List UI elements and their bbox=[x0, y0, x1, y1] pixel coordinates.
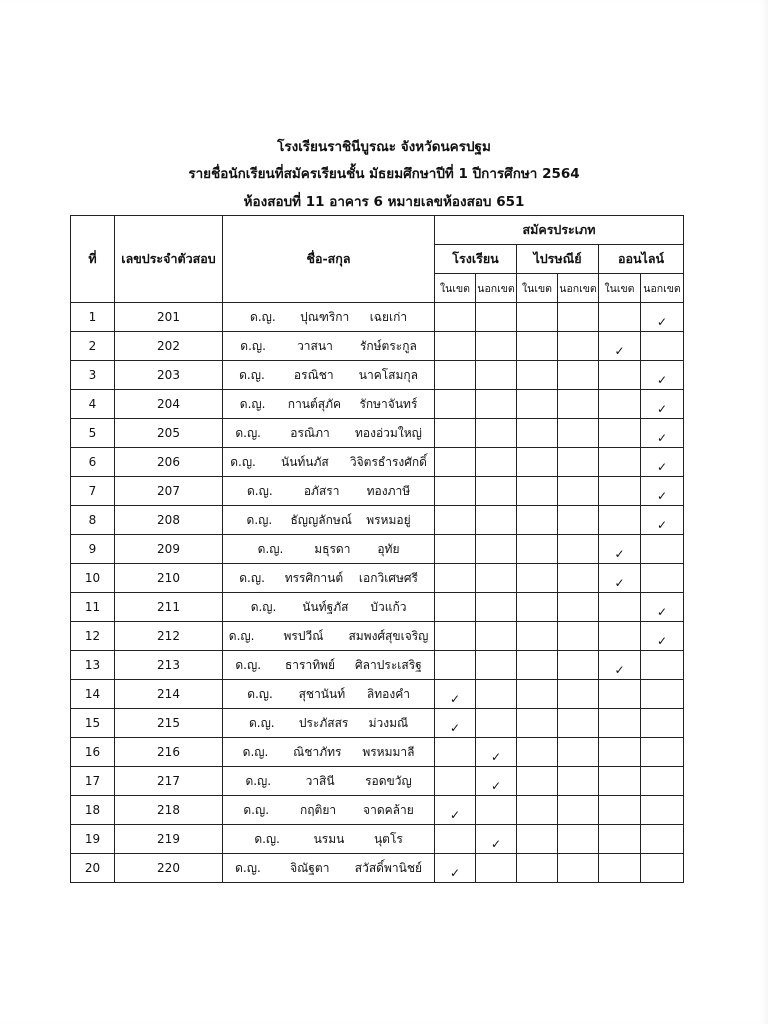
col-header-online-out: นอกเขต bbox=[641, 274, 684, 303]
last-name: รักษาจันทร์ bbox=[359, 396, 418, 411]
table-row bbox=[71, 622, 684, 651]
row-number: 8 bbox=[71, 506, 115, 535]
roster-body bbox=[71, 303, 684, 883]
type-cell bbox=[435, 825, 476, 854]
exam-room-info: ห้องสอบที่ 11 อาคาร 6 หมายเลขห้องสอบ 651 bbox=[243, 194, 525, 210]
student-name bbox=[223, 535, 435, 564]
last-name: วิจิตรธำรงศักดิ์ bbox=[349, 454, 427, 469]
type-cell bbox=[641, 535, 684, 564]
name-prefix: ด.ญ. bbox=[250, 599, 277, 614]
col-header-apply-type: สมัครประเภท bbox=[435, 216, 684, 245]
exam-id: 212 bbox=[115, 622, 223, 651]
type-cell bbox=[558, 477, 599, 506]
table-row bbox=[71, 593, 684, 622]
type-cell bbox=[558, 767, 599, 796]
row-number: 12 bbox=[71, 622, 115, 651]
type-cell bbox=[517, 854, 558, 883]
type-cell bbox=[599, 593, 641, 622]
table-row bbox=[71, 680, 684, 709]
check-mark-icon: ✓ bbox=[656, 518, 668, 532]
type-cell bbox=[599, 361, 641, 390]
name-prefix: ด.ญ. bbox=[235, 425, 261, 440]
first-name: ปุณฑริกา bbox=[300, 309, 350, 324]
last-name: พรหมอยู่ bbox=[366, 512, 411, 527]
type-cell bbox=[517, 680, 558, 709]
check-mark-icon: ✓ bbox=[656, 605, 668, 619]
type-cell bbox=[599, 680, 641, 709]
name-prefix: ด.ญ. bbox=[243, 802, 270, 817]
last-name: พรหมมาลี bbox=[362, 744, 415, 759]
type-cell bbox=[599, 477, 641, 506]
type-cell bbox=[641, 361, 684, 390]
type-cell bbox=[476, 477, 517, 506]
table-row bbox=[71, 854, 684, 883]
row-number: 5 bbox=[71, 419, 115, 448]
row-number: 2 bbox=[71, 332, 115, 361]
student-name bbox=[223, 825, 435, 854]
type-cell bbox=[517, 651, 558, 680]
type-cell bbox=[517, 361, 558, 390]
type-cell bbox=[435, 390, 476, 419]
type-cell bbox=[558, 593, 599, 622]
type-cell bbox=[641, 825, 684, 854]
table-row bbox=[71, 390, 684, 419]
name-prefix: ด.ญ. bbox=[239, 396, 266, 411]
last-name: ทองอ่วมใหญ่ bbox=[355, 425, 422, 440]
type-cell bbox=[641, 564, 684, 593]
type-cell bbox=[599, 796, 641, 825]
last-name: อุทัย bbox=[377, 541, 400, 556]
type-cell bbox=[558, 651, 599, 680]
type-cell bbox=[517, 796, 558, 825]
check-mark-icon: ✓ bbox=[656, 431, 668, 445]
type-cell bbox=[476, 593, 517, 622]
table-row bbox=[71, 477, 684, 506]
first-name: อรณิภา bbox=[290, 425, 330, 440]
row-number: 11 bbox=[71, 593, 115, 622]
type-cell bbox=[435, 448, 476, 477]
first-name: ธัญญลักษณ์ bbox=[290, 512, 352, 527]
exam-id: 220 bbox=[115, 854, 223, 883]
type-cell bbox=[641, 506, 684, 535]
type-cell bbox=[476, 564, 517, 593]
last-name: บัวแก้ว bbox=[370, 599, 407, 614]
student-name bbox=[223, 680, 435, 709]
name-prefix: ด.ญ. bbox=[247, 686, 273, 701]
table-row bbox=[71, 738, 684, 767]
col-header-name: ชื่อ-สกุล bbox=[223, 216, 435, 303]
type-cell bbox=[517, 506, 558, 535]
last-name: นุตโร bbox=[373, 831, 403, 846]
row-number: 20 bbox=[71, 854, 115, 883]
table-row bbox=[71, 767, 684, 796]
type-cell bbox=[599, 854, 641, 883]
last-name: เอกวิเศษศรี bbox=[358, 570, 418, 585]
row-number: 3 bbox=[71, 361, 115, 390]
type-cell bbox=[641, 303, 684, 332]
type-cell bbox=[517, 767, 558, 796]
type-cell bbox=[558, 564, 599, 593]
type-cell bbox=[435, 738, 476, 767]
type-cell bbox=[435, 303, 476, 332]
student-name bbox=[223, 651, 435, 680]
name-prefix: ด.ญ. bbox=[254, 831, 280, 846]
exam-id: 208 bbox=[115, 506, 223, 535]
first-name: จิณัฐตา bbox=[290, 860, 330, 875]
last-name: ศิลาประเสริฐ bbox=[355, 657, 422, 672]
student-name bbox=[223, 390, 435, 419]
type-cell bbox=[558, 332, 599, 361]
last-name: ม่วงมณี bbox=[368, 715, 409, 730]
type-cell bbox=[435, 593, 476, 622]
type-cell bbox=[435, 622, 476, 651]
type-cell bbox=[641, 709, 684, 738]
first-name: ประภัสสร bbox=[298, 715, 349, 730]
type-cell bbox=[476, 709, 517, 738]
col-header-online: ออนไลน์ bbox=[599, 245, 684, 274]
type-cell bbox=[435, 854, 476, 883]
row-number: 9 bbox=[71, 535, 115, 564]
type-cell bbox=[599, 448, 641, 477]
table-row bbox=[71, 506, 684, 535]
type-cell bbox=[435, 506, 476, 535]
exam-id: 214 bbox=[115, 680, 223, 709]
check-mark-icon: ✓ bbox=[490, 750, 502, 764]
type-cell bbox=[517, 622, 558, 651]
exam-id: 202 bbox=[115, 332, 223, 361]
student-name bbox=[223, 448, 435, 477]
check-mark-icon: ✓ bbox=[614, 344, 625, 358]
type-cell bbox=[599, 738, 641, 767]
exam-id: 219 bbox=[115, 825, 223, 854]
row-number: 15 bbox=[71, 709, 115, 738]
first-name: วาสินี bbox=[305, 773, 335, 788]
check-mark-icon: ✓ bbox=[449, 692, 461, 706]
check-mark-icon: ✓ bbox=[490, 837, 502, 851]
check-mark-icon: ✓ bbox=[449, 866, 461, 880]
type-cell bbox=[476, 825, 517, 854]
name-prefix: ด.ญ. bbox=[228, 628, 255, 643]
type-cell bbox=[517, 332, 558, 361]
row-number: 4 bbox=[71, 390, 115, 419]
first-name: กฤติยา bbox=[300, 802, 337, 817]
type-cell bbox=[599, 622, 641, 651]
name-prefix: ด.ญ. bbox=[246, 512, 273, 527]
table-row bbox=[71, 651, 684, 680]
last-name: รอดขวัญ bbox=[365, 773, 412, 788]
type-cell bbox=[599, 390, 641, 419]
type-cell bbox=[517, 390, 558, 419]
table-row bbox=[71, 303, 684, 332]
type-cell bbox=[558, 361, 599, 390]
type-cell bbox=[517, 825, 558, 854]
check-mark-icon: ✓ bbox=[614, 547, 625, 561]
school-title: โรงเรียนราชินีบูรณะ จังหวัดนครปฐม bbox=[277, 139, 491, 155]
row-number: 1 bbox=[71, 303, 115, 332]
first-name: อรณิชา bbox=[293, 367, 334, 382]
table-row bbox=[71, 419, 684, 448]
last-name: รักษ์ตระกูล bbox=[359, 338, 417, 353]
name-prefix: ด.ญ. bbox=[242, 744, 269, 759]
first-name: ณิชาภัทร bbox=[293, 744, 342, 759]
first-name: นันท์ฐภัส bbox=[302, 599, 349, 614]
name-prefix: ด.ญ. bbox=[250, 309, 276, 324]
type-cell bbox=[476, 506, 517, 535]
first-name: มธุรดา bbox=[314, 541, 351, 556]
type-cell bbox=[599, 564, 641, 593]
last-name: นาคโสมกุล bbox=[358, 367, 419, 382]
type-cell bbox=[476, 622, 517, 651]
type-cell bbox=[641, 622, 684, 651]
first-name: อภัสรา bbox=[303, 483, 340, 498]
type-cell bbox=[435, 564, 476, 593]
row-number: 13 bbox=[71, 651, 115, 680]
type-cell bbox=[476, 796, 517, 825]
type-cell bbox=[476, 390, 517, 419]
student-name bbox=[223, 506, 435, 535]
row-number: 14 bbox=[71, 680, 115, 709]
check-mark-icon: ✓ bbox=[614, 663, 625, 677]
name-prefix: ด.ญ. bbox=[239, 367, 265, 382]
student-name bbox=[223, 854, 435, 883]
name-prefix: ด.ญ. bbox=[240, 338, 266, 353]
type-cell bbox=[435, 535, 476, 564]
type-cell bbox=[641, 332, 684, 361]
row-number: 7 bbox=[71, 477, 115, 506]
exam-id: 204 bbox=[115, 390, 223, 419]
type-cell bbox=[558, 535, 599, 564]
type-cell bbox=[558, 738, 599, 767]
last-name: ลิทองคำ bbox=[366, 686, 410, 701]
col-header-no: ที่ bbox=[71, 216, 115, 303]
type-cell bbox=[476, 854, 517, 883]
check-mark-icon: ✓ bbox=[449, 808, 461, 822]
name-prefix: ด.ญ. bbox=[257, 541, 284, 556]
student-name bbox=[223, 622, 435, 651]
exam-id: 210 bbox=[115, 564, 223, 593]
exam-id: 206 bbox=[115, 448, 223, 477]
col-header-school-in: ในเขต bbox=[435, 274, 476, 303]
type-cell bbox=[641, 419, 684, 448]
exam-id: 213 bbox=[115, 651, 223, 680]
type-cell bbox=[599, 332, 641, 361]
type-cell bbox=[641, 854, 684, 883]
type-cell bbox=[641, 738, 684, 767]
type-cell bbox=[435, 767, 476, 796]
check-mark-icon: ✓ bbox=[656, 460, 668, 474]
name-prefix: ด.ญ. bbox=[246, 483, 273, 498]
type-cell bbox=[599, 506, 641, 535]
first-name: กานต์สุภัค bbox=[287, 396, 342, 411]
type-cell bbox=[435, 651, 476, 680]
col-header-post-in: ในเขต bbox=[517, 274, 558, 303]
type-cell bbox=[435, 361, 476, 390]
check-mark-icon: ✓ bbox=[656, 373, 668, 387]
list-subtitle: รายชื่อนักเรียนที่สมัครเรียนชั้น มัธยมศึกษาปีที่ 1 ปีการศึกษา 2564 bbox=[188, 166, 580, 182]
first-name: ทรรศิกานต์ bbox=[284, 570, 344, 585]
student-name bbox=[223, 709, 435, 738]
table-row bbox=[71, 448, 684, 477]
col-header-post-out: นอกเขต bbox=[558, 274, 599, 303]
exam-id: 203 bbox=[115, 361, 223, 390]
exam-id: 201 bbox=[115, 303, 223, 332]
type-cell bbox=[435, 477, 476, 506]
table-row bbox=[71, 564, 684, 593]
type-cell bbox=[435, 709, 476, 738]
name-prefix: ด.ญ. bbox=[239, 570, 265, 585]
student-name bbox=[223, 361, 435, 390]
type-cell bbox=[558, 622, 599, 651]
student-name bbox=[223, 564, 435, 593]
type-cell bbox=[599, 651, 641, 680]
type-cell bbox=[558, 448, 599, 477]
type-cell bbox=[517, 709, 558, 738]
first-name: นันท์นภัส bbox=[280, 454, 329, 469]
type-cell bbox=[558, 506, 599, 535]
last-name: สมพงศ์สุขเจริญ bbox=[348, 628, 429, 643]
type-cell bbox=[517, 738, 558, 767]
type-cell bbox=[558, 709, 599, 738]
col-header-school: โรงเรียน bbox=[435, 245, 517, 274]
type-cell bbox=[599, 825, 641, 854]
exam-id: 209 bbox=[115, 535, 223, 564]
student-name bbox=[223, 419, 435, 448]
student-name bbox=[223, 477, 435, 506]
type-cell bbox=[599, 419, 641, 448]
type-cell bbox=[517, 303, 558, 332]
first-name: พรปวีณ์ bbox=[283, 628, 324, 643]
type-cell bbox=[476, 680, 517, 709]
row-number: 17 bbox=[71, 767, 115, 796]
check-mark-icon: ✓ bbox=[656, 489, 668, 503]
type-cell bbox=[476, 651, 517, 680]
student-roster-table bbox=[70, 215, 684, 883]
check-mark-icon: ✓ bbox=[656, 402, 668, 416]
table-row bbox=[71, 361, 684, 390]
type-cell bbox=[558, 825, 599, 854]
last-name: จาดคล้าย bbox=[363, 802, 414, 817]
type-cell bbox=[641, 651, 684, 680]
type-cell bbox=[476, 332, 517, 361]
check-mark-icon: ✓ bbox=[614, 576, 625, 590]
type-cell bbox=[558, 303, 599, 332]
row-number: 10 bbox=[71, 564, 115, 593]
exam-id: 217 bbox=[115, 767, 223, 796]
student-name bbox=[223, 738, 435, 767]
type-cell bbox=[641, 448, 684, 477]
type-cell bbox=[599, 303, 641, 332]
row-number: 16 bbox=[71, 738, 115, 767]
type-cell bbox=[558, 419, 599, 448]
row-number: 6 bbox=[71, 448, 115, 477]
first-name: วาสนา bbox=[297, 338, 333, 353]
type-cell bbox=[435, 796, 476, 825]
check-mark-icon: ✓ bbox=[490, 779, 502, 793]
type-cell bbox=[517, 535, 558, 564]
exam-id: 215 bbox=[115, 709, 223, 738]
table-row bbox=[71, 535, 684, 564]
type-cell bbox=[517, 448, 558, 477]
type-cell bbox=[476, 303, 517, 332]
table-row bbox=[71, 825, 684, 854]
type-cell bbox=[435, 332, 476, 361]
type-cell bbox=[517, 593, 558, 622]
name-prefix: ด.ญ. bbox=[248, 715, 275, 730]
check-mark-icon: ✓ bbox=[656, 634, 668, 648]
student-name bbox=[223, 303, 435, 332]
type-cell bbox=[558, 796, 599, 825]
type-cell bbox=[476, 738, 517, 767]
type-cell bbox=[476, 361, 517, 390]
first-name: นรมน bbox=[313, 831, 345, 846]
type-cell bbox=[641, 593, 684, 622]
exam-id: 216 bbox=[115, 738, 223, 767]
table-row bbox=[71, 332, 684, 361]
type-cell bbox=[599, 709, 641, 738]
table-row bbox=[71, 709, 684, 738]
type-cell bbox=[517, 419, 558, 448]
type-cell bbox=[517, 477, 558, 506]
type-cell bbox=[476, 448, 517, 477]
type-cell bbox=[435, 680, 476, 709]
type-cell bbox=[641, 796, 684, 825]
type-cell bbox=[558, 680, 599, 709]
type-cell bbox=[476, 535, 517, 564]
name-prefix: ด.ญ. bbox=[235, 860, 261, 875]
row-number: 18 bbox=[71, 796, 115, 825]
type-cell bbox=[641, 767, 684, 796]
col-header-exam-id: เลขประจำตัวสอบ bbox=[115, 216, 223, 303]
first-name: สุชานันท์ bbox=[298, 686, 346, 701]
type-cell bbox=[641, 390, 684, 419]
first-name: ธาราทิพย์ bbox=[284, 657, 336, 672]
name-prefix: ด.ญ. bbox=[230, 454, 256, 469]
exam-id: 205 bbox=[115, 419, 223, 448]
check-mark-icon: ✓ bbox=[656, 315, 668, 329]
last-name: เฉยเก่า bbox=[369, 309, 408, 324]
exam-id: 218 bbox=[115, 796, 223, 825]
student-name bbox=[223, 796, 435, 825]
type-cell bbox=[641, 477, 684, 506]
type-cell bbox=[476, 767, 517, 796]
last-name: สวัสดิ์พานิชย์ bbox=[354, 860, 423, 875]
exam-id: 211 bbox=[115, 593, 223, 622]
col-header-post: ไปรษณีย์ bbox=[517, 245, 599, 274]
row-number: 19 bbox=[71, 825, 115, 854]
name-prefix: ด.ญ. bbox=[245, 773, 272, 788]
col-header-school-out: นอกเขต bbox=[476, 274, 517, 303]
exam-id: 207 bbox=[115, 477, 223, 506]
check-mark-icon: ✓ bbox=[449, 721, 461, 735]
type-cell bbox=[558, 390, 599, 419]
type-cell bbox=[599, 535, 641, 564]
type-cell bbox=[517, 564, 558, 593]
type-cell bbox=[599, 767, 641, 796]
col-header-online-in: ในเขต bbox=[599, 274, 641, 303]
last-name: ทองภาษี bbox=[366, 483, 411, 498]
table-row bbox=[71, 796, 684, 825]
type-cell bbox=[435, 419, 476, 448]
student-name bbox=[223, 593, 435, 622]
type-cell bbox=[641, 680, 684, 709]
student-name bbox=[223, 332, 435, 361]
student-name bbox=[223, 767, 435, 796]
type-cell bbox=[558, 854, 599, 883]
type-cell bbox=[476, 419, 517, 448]
name-prefix: ด.ญ. bbox=[235, 657, 262, 672]
